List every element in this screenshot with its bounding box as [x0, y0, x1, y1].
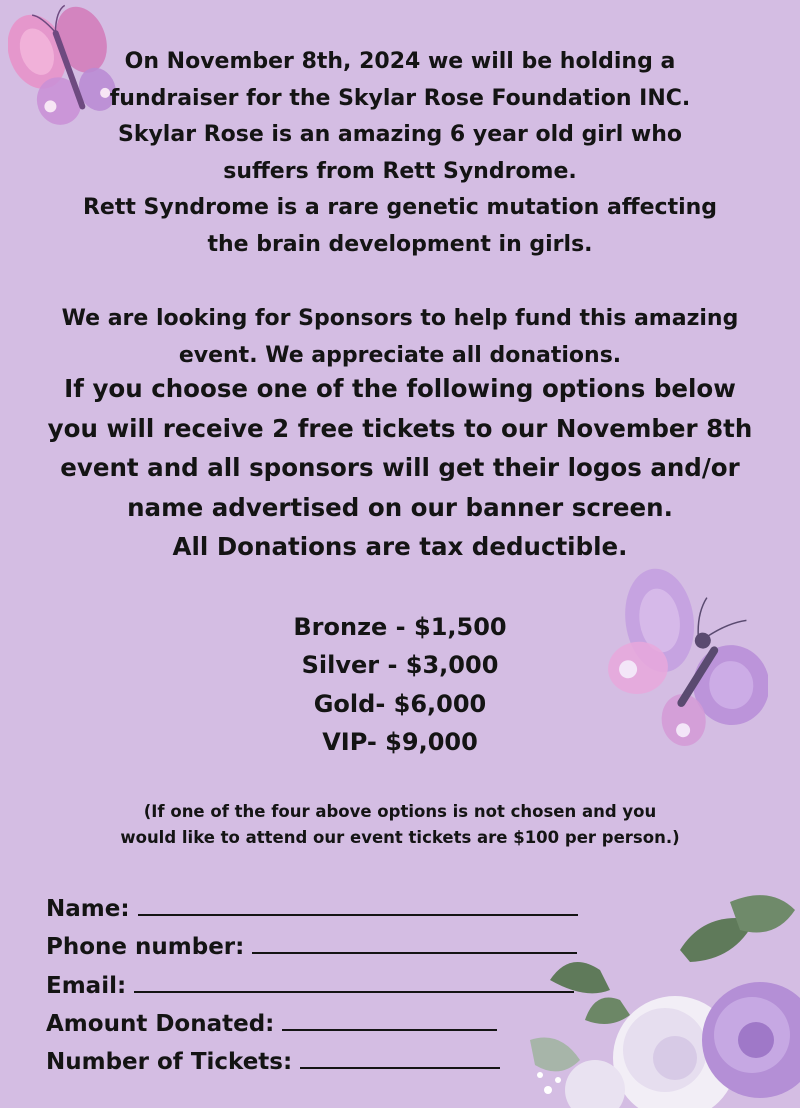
phone-field[interactable]: [252, 928, 577, 954]
sponsorship-tiers: [200, 608, 600, 761]
sponsor-form: [46, 890, 606, 1081]
intro-line: the brain development in girls.: [207, 231, 593, 257]
intro-line: suffers from Rett Syndrome.: [223, 158, 577, 184]
email-label: Email:: [46, 972, 127, 999]
offer-line: you will receive 2 free tickets to our November 8th: [47, 413, 753, 443]
note-line: (If one of the four above options is not chosen and you: [143, 802, 657, 821]
phone-label: Phone number:: [46, 934, 245, 961]
intro-line: On November 8th, 2024 we will be holding a: [124, 49, 676, 74]
offer-paragraph: [0, 369, 800, 567]
sponsor-line: event. We appreciate all donations.: [178, 343, 622, 368]
tier-gold: Gold- $6,000: [313, 689, 487, 718]
intro-line: Skylar Rose is an amazing 6 year old girl who: [117, 122, 683, 147]
offer-line: event and all sponsors will get their logos and/or: [60, 453, 740, 482]
name-label: Name:: [46, 896, 130, 922]
offer-line: All Donations are tax deductible.: [172, 532, 628, 561]
tier-silver: Silver - $3,000: [301, 651, 499, 680]
form-row-tickets: [46, 1043, 606, 1081]
intro-paragraph: [0, 44, 800, 263]
intro-line: fundraiser for the Skylar Rose Foundation INC.: [109, 85, 691, 111]
sponsor-line: We are looking for Sponsors to help fund this amazing: [61, 306, 739, 331]
form-row-amount: [46, 1005, 606, 1043]
intro-line: Rett Syndrome is a rare genetic mutation affecting: [82, 195, 718, 220]
offer-line: name advertised on our banner screen.: [127, 492, 673, 522]
ticket-price-note: [0, 799, 800, 851]
butterfly-icon: [592, 560, 768, 770]
amount-label: Amount Donated:: [46, 1010, 275, 1037]
tickets-field[interactable]: [300, 1043, 500, 1069]
name-field[interactable]: [138, 890, 578, 916]
note-line: would like to attend our event tickets are $100 per person.): [120, 828, 680, 847]
form-row-phone: [46, 928, 606, 966]
offer-line: If you choose one of the following options below: [64, 374, 736, 403]
sponsor-request-paragraph: [0, 300, 800, 374]
tier-bronze: Bronze - $1,500: [293, 613, 507, 641]
email-field[interactable]: [134, 967, 574, 993]
tickets-label: Number of Tickets:: [46, 1049, 293, 1076]
amount-field[interactable]: [282, 1005, 497, 1031]
tier-vip: VIP- $9,000: [322, 727, 478, 756]
form-row-email: [46, 967, 606, 1005]
form-row-name: [46, 890, 606, 928]
